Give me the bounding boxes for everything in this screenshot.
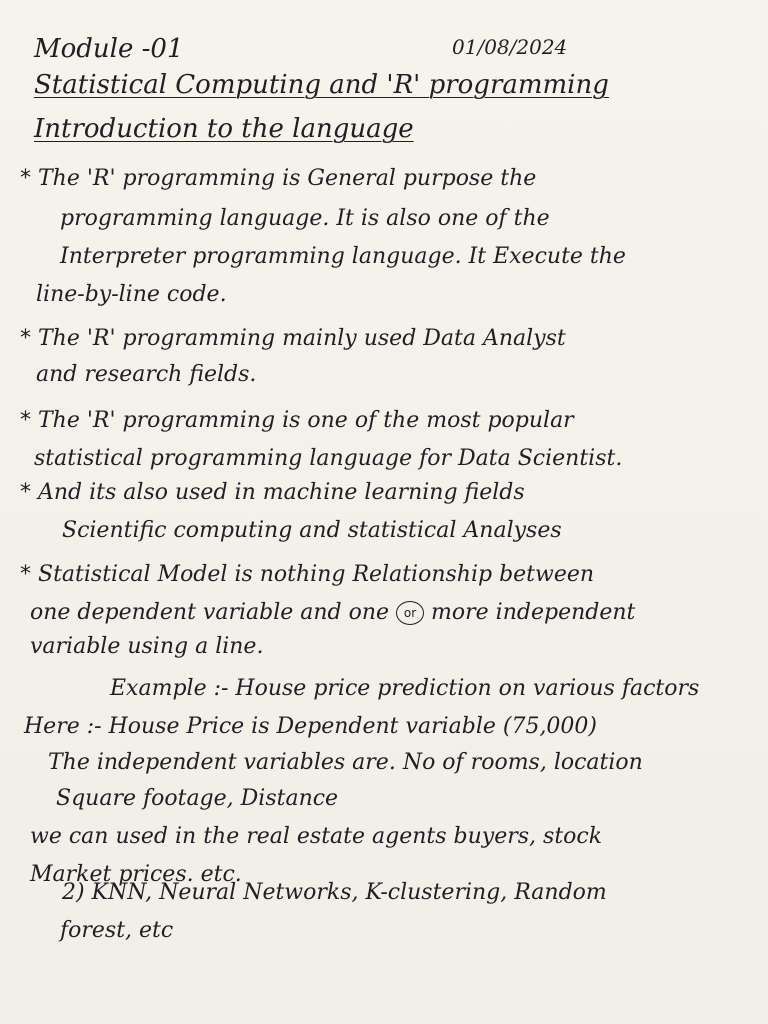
date: 01/08/2024	[452, 35, 568, 59]
bullet-5-line-1	[20, 562, 594, 588]
or-circled: or	[396, 601, 424, 625]
bullet-5-line-2	[30, 600, 635, 626]
page-subtitle: Introduction to the language	[34, 114, 414, 144]
here-line: Here :- House Price is Dependent variable (75,000)	[24, 714, 598, 739]
we-line: we can used in the real estate agents buyers, stock	[30, 824, 603, 849]
text: Statistical Model is nothing Relationship between	[38, 562, 595, 587]
bullet-1-line-4: line-by-line code.	[36, 282, 227, 307]
text: The 'R' programming is one of the most popular	[38, 408, 574, 433]
bullet-4-line-1	[20, 480, 525, 506]
market-line: Market prices. etc.	[30, 862, 242, 887]
bullet-5-line-3: variable using a line.	[30, 634, 264, 659]
bullet-star: *	[20, 480, 31, 505]
item-2-line: 2) KNN, Neural Networks, K-clustering, Random	[62, 880, 607, 905]
independent-line: The independent variables are. No of rooms, location	[48, 750, 643, 775]
module-heading: Module -01	[34, 34, 184, 64]
bullet-star: *	[20, 562, 31, 587]
bullet-1-line-2: programming language. It is also one of the	[60, 206, 550, 231]
bullet-2-line-1	[20, 326, 566, 352]
bullet-4-line-2: Scientific computing and statistical Analyses	[62, 518, 562, 543]
text: more independent	[431, 600, 636, 625]
bullet-star: *	[20, 166, 31, 191]
bullet-2-line-2: and research fields.	[36, 362, 257, 387]
bullet-star: *	[20, 326, 31, 351]
text: The 'R' programming is General purpose the	[38, 166, 537, 191]
text: The 'R' programming mainly used Data Analyst	[38, 326, 566, 351]
forest-line: forest, etc	[60, 918, 174, 943]
bullet-3-line-2: statistical programming language for Data Scientist.	[34, 446, 623, 471]
text: one dependent variable and one	[30, 600, 390, 625]
bullet-3-line-1	[20, 408, 574, 434]
square-line: Square footage, Distance	[56, 786, 339, 811]
bullet-star: *	[20, 408, 31, 433]
example-line: Example :- House price prediction on various factors	[110, 676, 700, 701]
bullet-1-line-1	[20, 166, 536, 192]
page-title: Statistical Computing and 'R' programming	[34, 70, 609, 100]
text: And its also used in machine learning fields	[38, 480, 525, 505]
bullet-1-line-3: Interpreter programming language. It Execute the	[60, 244, 626, 269]
